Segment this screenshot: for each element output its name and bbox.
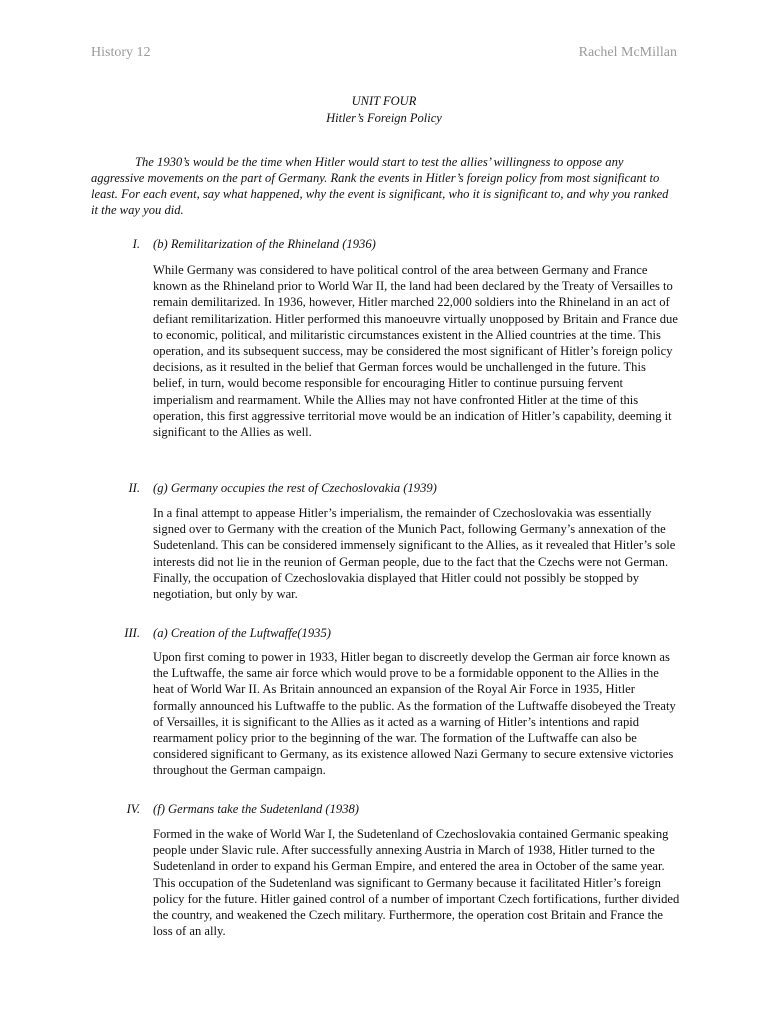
- unit-subtitle: Hitler’s Foreign Policy: [326, 111, 442, 125]
- section-body: While Germany was considered to have political control of the area between Germany and France known as the Rhineland prior to World War II, the land had been declared by the Treaty of Versailles to remain demilitarized. In 1936, however, Hitler marched 22,000 soldiers into the Rhineland in an act of defiant remilitarization. Hitler performed this manoeuvre virtually unopposed by Britain and France due to economic, political, and militaristic circumstances existent in the Allied countries at the time. This operation, and its subsequent success, may be considered the most significant of Hitler’s foreign policy decisions, as it resulted in the belief that German forces would be unchallenged in the future. This belief, in turn, would become responsible for encouraging Hitler to continue pursuing fervent imperialism and rearmament. While the Allies may not have confronted Hitler at the time of this operation, this first aggressive territorial move would be an indication of Hitler’s capability, deeming it significant to the Allies as well.: [153, 263, 678, 440]
- section-title: (g) Germany occupies the rest of Czechoslovakia (1939): [153, 481, 437, 495]
- section-numeral: I.: [132, 237, 140, 251]
- section-title: (a) Creation of the Luftwaffe(1935): [153, 626, 331, 640]
- section-body: Upon first coming to power in 1933, Hitler began to discreetly develop the German air force known as the Luftwaffe, the same air force which would prove to be a formidable opponent to the Allies in the heat of World War II. As Britain announced an expansion of the Royal Air Force in 1935, Hitler formally announced his Luftwaffe to the public. As the formation of the Luftwaffe disobeyed the Treaty of Versailles, it is significant to the Allies as it acted as a warning of Hitler’s intentions and rapid rearmament policy prior to the beginning of the war. The formation of the Luftwaffe can also be considered significant to Germany, as its existence allowed Nazi Germany to secure extensive victories throughout the German campaign.: [153, 650, 676, 778]
- section-body: Formed in the wake of World War I, the Sudetenland of Czechoslovakia contained Germanic speaking people under Slavic rule. After successfully annexing Austria in March of 1938, Hitler turned to the Sudetenland in order to expand his German Empire, and entered the area in October of the same year. This occupation of the Sudetenland was significant to Germany because it facilitated Hitler’s foreign policy for the future. Hitler gained control of a number of important Czech fortifications, further divided the country, and weakened the Czech military. Furthermore, the operation cost Britain and France the loss of an ally.: [153, 827, 680, 939]
- section-title: (f) Germans take the Sudetenland (1938): [153, 802, 359, 816]
- unit-title: UNIT FOUR: [351, 94, 417, 108]
- page-header: [91, 45, 677, 65]
- section-body: In a final attempt to appease Hitler’s imperialism, the remainder of Czechoslovakia was essentially signed over to Germany with the creation of the Munich Pact, following Germany’s annexation of the Sudetenland. This can be considered immensely significant to the Allies, as it revealed that Hitler’s sole interests did not lie in the reunion of German people, due to the fact that the Czechs were not German. Finally, the occupation of Czechoslovakia displayed that Hitler could not possibly be stopped by negotiation, but only by war.: [153, 506, 676, 602]
- section-title: (b) Remilitarization of the Rhineland (1936): [153, 237, 376, 251]
- intro-paragraph: The 1930’s would be the time when Hitler would start to test the allies’ willingness to oppose any aggressive movements on the part of Germany. Rank the events in Hitler’s foreign policy from most significant to least. For each event, say what happened, why the event is significant, who it is significant to, and why you ranked it the way you did.: [91, 155, 669, 217]
- section-numeral: III.: [124, 626, 140, 640]
- author-name: Rachel McMillan: [578, 45, 677, 60]
- title-block: [91, 93, 677, 127]
- course-name: History 12: [91, 45, 151, 60]
- section-numeral: II.: [128, 481, 140, 495]
- section-numeral: IV.: [126, 802, 140, 816]
